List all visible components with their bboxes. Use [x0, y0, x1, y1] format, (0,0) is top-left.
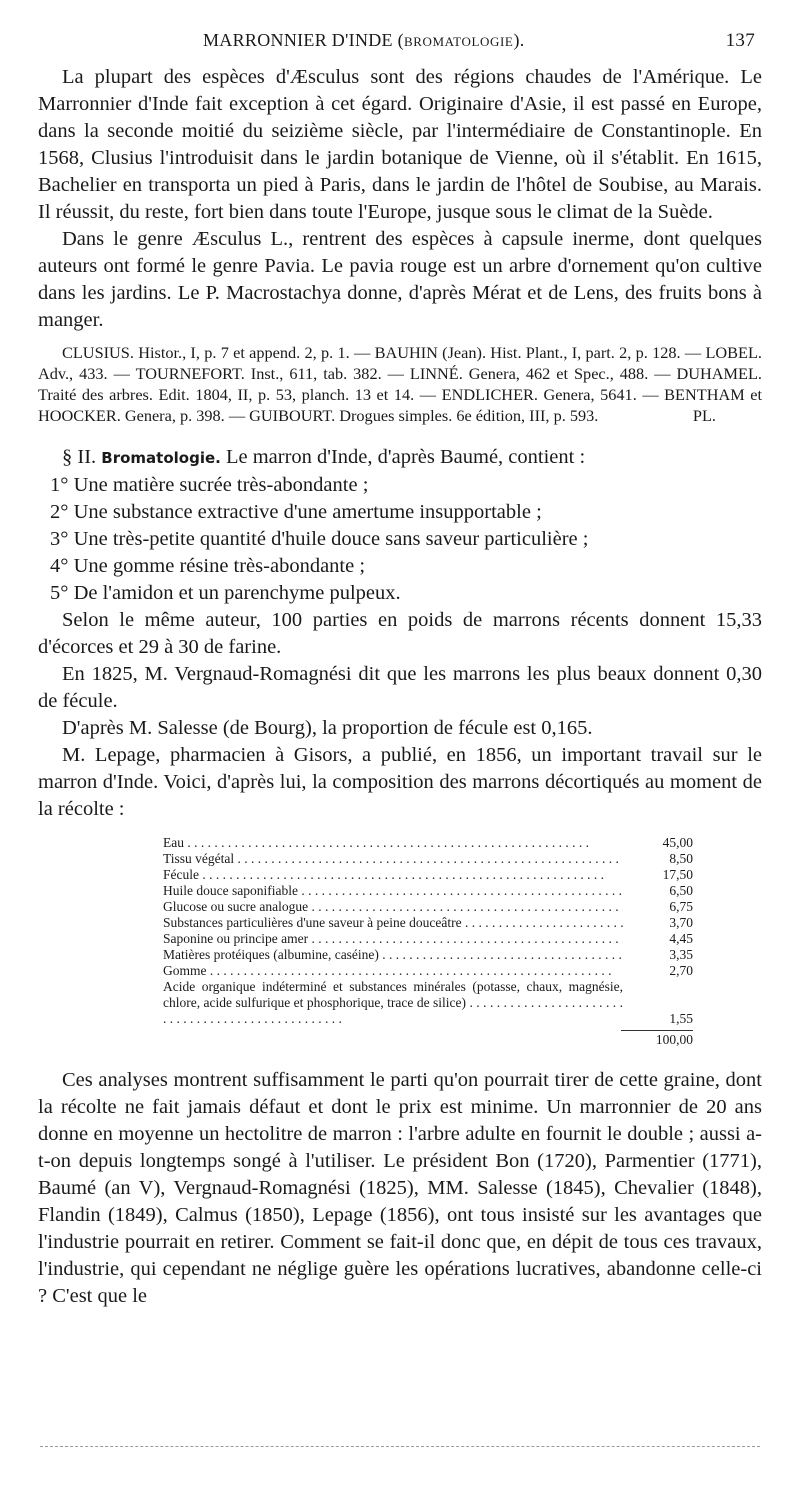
author-signature: PL.	[692, 406, 716, 425]
paragraph-1825: En 1825, M. Vergnaud-Romagnési dit que les marrons les plus beaux donnent 0,30 de fécule.	[38, 663, 762, 712]
conclusion-paragraph: Ces analyses montrent suffisamment le parti qu'on pourrait tirer de cette graine, dont la récolte ne fait jamais défaut et dont le prix est minime. Un marronnier de 20 ans donne en moyenne un hectolitre de marron : l'arbre adulte en fournit le double ; aussi a-t-on depuis longtemps songé à l'utiliser. Le président Bon (1720), Parmentier (1771), Baumé (an V), Vergnaud-Romagnési (1825), MM. Salesse (1845), Chevalier (1848), Flandin (1849), Calmus (1850), Lepage (1856), ont tous insisté sur les avantages que l'industrie pourrait en retirer. Comment se fait-il donc que, en dépit de tous ces travaux, l'industrie, qui cependant ne néglige guère les opérations lucratives, abandonne celle-ci ? C'est que le	[38, 1069, 762, 1307]
list-item: 1° Une matière sucrée très-abondante ;	[50, 474, 369, 496]
list-item: 3° Une très-petite quantité d'huile douce sans saveur particulière ;	[50, 528, 589, 550]
table-row: Fécule . . . 17,50	[163, 867, 693, 883]
intro-paragraph-1: La plupart des espèces d'Æsculus sont des régions chaudes de l'Amérique. Le Marronnier d'Inde fait exception à cet égard. Originaire d'Asie, il est passé en Europe, dans la seconde moitié du seizième siècle, par l'intermédiaire de Constantinople. En 1568, Clusius l'introduisit dans le jardin botanique de Vienne, où il s'établit. En 1615, Bachelier en transporta un pied à Paris, dans le jardin de l'hôtel de Soubise, au Marais. Il réussit, du reste, fort bien dans toute l'Europe, jusque sous le climat de la Suède.	[38, 66, 762, 223]
bibliography-block	[38, 342, 762, 426]
bibliography-text: CLUSIUS. Histor., I, p. 7 et append. 2, p. 1. — BAUHIN (Jean). Hist. Plant., I, part. 2, p. 128. — LOBEL. Adv., 433. — TOURNEFORT. Inst., 611, tab. 382. — LINNÉ. Genera, 462 et Spec., 488. — DUHAMEL. Traité des arbres. Edit. 1804, II, p. 53, planch. 13 et 14. — ENDLICHER. Genera, 5641. — BENTHAM et HOOCKER. Genera, p. 398. — GUIBOURT. Drogues simples. 6e édition, III, p. 593. PL.	[38, 343, 762, 425]
running-title: MARRONNIER D'INDE (BROMATOLOGIE).	[203, 30, 525, 50]
list-item: 2° Une substance extractive d'une amertume insupportable ;	[50, 501, 542, 523]
intro-paragraph-2: Dans le genre Æsculus L., rentrent des espèces à capsule inerme, dont quelques auteurs ont formé le genre Pavia. Le pavia rouge est un arbre d'ornement qu'on cultive dans les jardins. Le P. Macrostachya donne, d'après Mérat et de Lens, des fruits bons à manger.	[38, 228, 762, 331]
table-row: Gomme . . . 2,70	[163, 963, 693, 979]
paragraph-selon: Selon le même auteur, 100 parties en poids de marrons récents donnent 15,33 d'écorces et 29 à 30 de farine.	[38, 609, 762, 658]
composition-table	[163, 835, 693, 1049]
running-title-subject: BROMATOLOGIE	[403, 34, 514, 49]
list-item: 5° De l'amidon et un parenchyme pulpeux.	[50, 582, 401, 604]
list-item: 4° Une gomme résine très-abondante ;	[50, 555, 366, 577]
running-header	[60, 30, 755, 56]
page-body	[38, 64, 762, 1310]
table-row: Matières protéiques (albumine, caséine) . . . 3,35	[163, 947, 693, 963]
table-total: 100,00	[655, 1032, 693, 1047]
section-intro: Le marron d'Inde, d'après Baumé, contient :	[225, 446, 586, 468]
table-row: Glucose ou sucre analogue . . . 6,75	[163, 899, 693, 915]
baume-composition-list	[38, 472, 762, 607]
section-title: Bromatologie.	[101, 449, 221, 467]
table-row-multiline: Acide organique indéterminé et substances minérales (potasse, chaux, magnésie, chlore, acide sulfurique et phosphorique, trace de silice) . . . 1,55	[163, 979, 693, 1027]
page-number: 137	[725, 30, 755, 51]
table-row: Substances particulières d'une saveur à peine douceâtre . . . 3,70	[163, 915, 693, 931]
footer-rule	[40, 1446, 760, 1447]
paragraph-lepage: M. Lepage, pharmacien à Gisors, a publié, en 1856, un important travail sur le marron d'Inde. Voici, d'après lui, la composition des marrons décortiqués au moment de la récolte :	[38, 744, 762, 820]
section-heading	[38, 444, 762, 472]
section-number: § II.	[62, 446, 97, 468]
table-row: Eau . . . 45,00	[163, 835, 693, 851]
table-row: Saponine ou principe amer . . . 4,45	[163, 931, 693, 947]
section-bromatologie	[38, 444, 762, 823]
table-row: Huile douce saponifiable . . . 6,50	[163, 883, 693, 899]
paragraph-salesse: D'après M. Salesse (de Bourg), la proportion de fécule est 0,165.	[62, 717, 593, 739]
table-row: Tissu végétal . . . 8,50	[163, 851, 693, 867]
